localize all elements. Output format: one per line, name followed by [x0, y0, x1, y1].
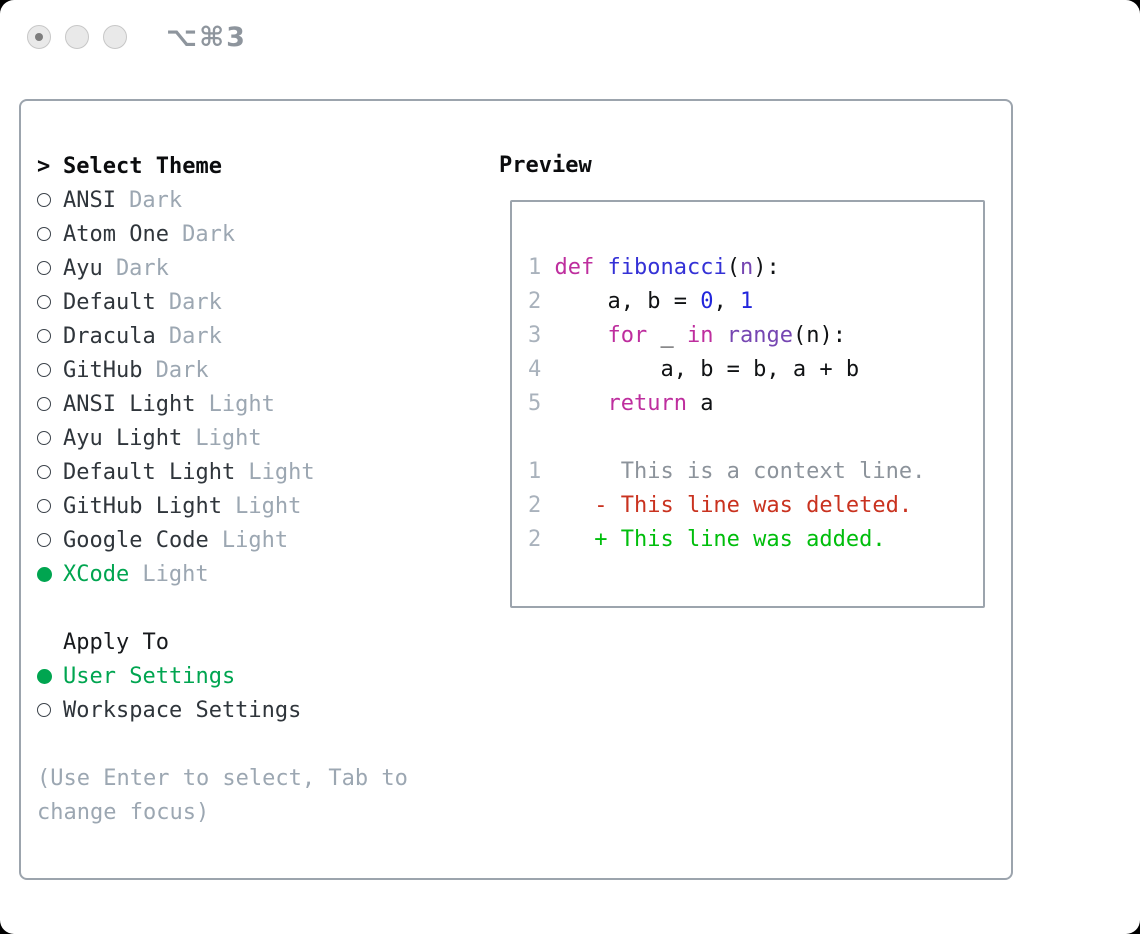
radio-icon — [37, 499, 63, 513]
spacer — [37, 591, 408, 625]
left-column — [37, 149, 408, 829]
item-variant-label: Light — [221, 527, 289, 553]
apply-to-header — [37, 625, 408, 659]
theme-item-xcode[interactable] — [37, 557, 408, 591]
theme-item-github[interactable] — [37, 353, 408, 387]
code-line: 2 - This line was deleted. — [528, 493, 913, 518]
item-label: User Settings — [63, 663, 236, 689]
close-button[interactable] — [27, 25, 51, 49]
item-variant-label: Light — [248, 459, 315, 485]
item-label: Default Light — [63, 459, 236, 485]
theme-item-default[interactable] — [37, 285, 408, 319]
radio-icon — [37, 193, 63, 207]
radio-icon — [37, 261, 63, 275]
apply-option-user-settings[interactable] — [37, 659, 408, 693]
item-label: Workspace Settings — [63, 697, 302, 723]
item-label: Dracula — [63, 323, 156, 349]
radio-selected-icon — [37, 669, 63, 684]
theme-item-atom-one[interactable] — [37, 217, 408, 251]
item-label: GitHub — [63, 357, 143, 383]
code-line: 1 This is a context line. — [528, 459, 926, 484]
code-line: 2 + This line was added. — [528, 527, 886, 552]
item-variant-label: Light — [235, 493, 302, 519]
item-variant-label: Dark — [168, 323, 222, 349]
theme-item-ayu-light[interactable] — [37, 421, 408, 455]
radio-icon — [37, 397, 63, 411]
item-label: Default — [63, 289, 156, 315]
item-variant-label: Dark — [168, 289, 222, 315]
item-label: Google Code — [63, 527, 209, 553]
theme-item-dracula[interactable] — [37, 319, 408, 353]
radio-icon — [37, 329, 63, 343]
minimize-button[interactable] — [65, 25, 89, 49]
theme-item-ansi-light[interactable] — [37, 387, 408, 421]
theme-list-header — [37, 149, 408, 183]
code-area — [512, 202, 983, 557]
item-label: Ayu Light — [63, 425, 183, 451]
code-line: 3 for _ in range(n): — [528, 323, 846, 348]
theme-item-google-code[interactable] — [37, 523, 408, 557]
radio-icon — [37, 465, 63, 479]
prompt-icon: > — [37, 153, 51, 179]
keyboard-shortcut-label: ⌥⌘3 — [166, 22, 247, 53]
radio-icon — [37, 295, 63, 309]
theme-item-ayu[interactable] — [37, 251, 408, 285]
item-label: ANSI — [63, 187, 116, 213]
theme-list-title: Select Theme — [63, 153, 222, 179]
preview-box — [510, 200, 985, 608]
item-label: XCode — [63, 561, 130, 587]
hint-line-1: (Use Enter to select, Tab to — [37, 765, 408, 791]
radio-icon — [37, 703, 63, 717]
hint-line-2: change focus) — [37, 799, 210, 825]
theme-item-default-light[interactable] — [37, 455, 408, 489]
item-variant-label: Light — [142, 561, 209, 587]
item-label: GitHub Light — [63, 493, 222, 519]
preview-title: Preview — [499, 153, 592, 178]
window-controls — [27, 25, 127, 49]
apply-to-list — [37, 659, 408, 727]
item-label: ANSI Light — [63, 391, 196, 417]
radio-selected-icon — [37, 567, 63, 582]
item-variant-label: Dark — [129, 187, 183, 213]
radio-icon — [37, 533, 63, 547]
code-line: 1 def fibonacci(n): — [528, 255, 780, 280]
radio-icon — [37, 227, 63, 241]
item-label: Ayu — [63, 255, 103, 281]
theme-item-github-light[interactable] — [37, 489, 408, 523]
radio-icon — [37, 431, 63, 445]
code-line — [528, 421, 983, 455]
theme-item-ansi[interactable] — [37, 183, 408, 217]
item-variant-label: Dark — [115, 255, 169, 281]
apply-option-workspace-settings[interactable] — [37, 693, 408, 727]
radio-icon — [37, 363, 63, 377]
code-line: 5 return a — [528, 391, 714, 416]
spacer — [37, 727, 408, 761]
code-line: 4 a, b = b, a + b — [528, 357, 860, 382]
item-label: Atom One — [63, 221, 169, 247]
code-line: 2 a, b = 0, 1 — [528, 289, 754, 314]
titlebar — [0, 0, 1140, 75]
item-variant-label: Light — [195, 425, 262, 451]
item-variant-label: Light — [208, 391, 275, 417]
apply-to-label: Apply To — [63, 629, 169, 655]
theme-list — [37, 183, 408, 591]
zoom-button[interactable] — [103, 25, 127, 49]
item-variant-label: Dark — [182, 221, 236, 247]
item-variant-label: Dark — [155, 357, 209, 383]
